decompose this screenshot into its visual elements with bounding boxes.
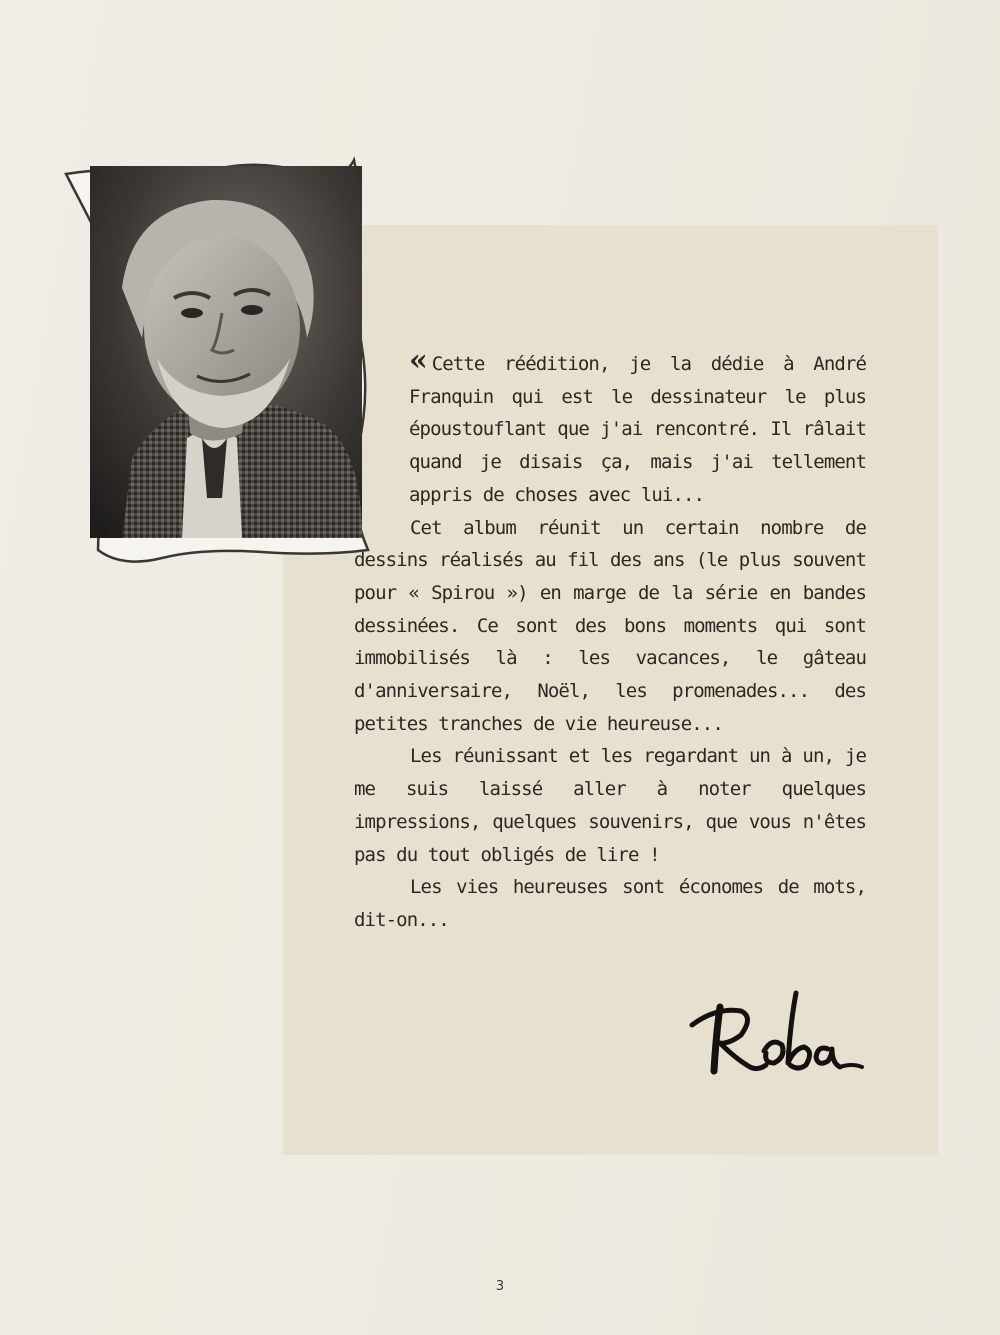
opening-quote-mark: « (409, 343, 424, 378)
portrait-photo-icon (62, 138, 392, 568)
paragraph-1-text: Cette réédition, je la dédie à André Franquin qui est le dessinateur le plus époustouflant que j'ai rencontré. Il râlait quand je disais ça, mais j'ai tellement appris de choses avec lui... (409, 353, 866, 506)
paragraph-1 (354, 343, 866, 512)
paragraph-2: Cet album réunit un certain nombre de dessins réalisés au fil des ans (le plus souvent pour « Spirou ») en marge de la série en bandes dessinées. Ce sont des bons moments qui sont immobilisés là : les vacances, le gâteau d'anniversaire, Noël, les promenades... des petites tranches de vie heureuse... (354, 516, 866, 735)
paragraph-4: Les vies heureuses sont économes de mots, dit-on... (354, 876, 866, 931)
portrait-photo (62, 138, 392, 568)
handwritten-signature-icon (686, 985, 871, 1085)
page-number: 3 (495, 1279, 505, 1294)
dedication-text (354, 343, 866, 937)
paragraph-3: Les réunissant et les regardant un à un, je me suis laissé aller à noter quelques impressions, quelques souvenirs, que vous n'êtes pas du tout obligés de lire ! (354, 745, 866, 866)
signature (686, 985, 871, 1089)
